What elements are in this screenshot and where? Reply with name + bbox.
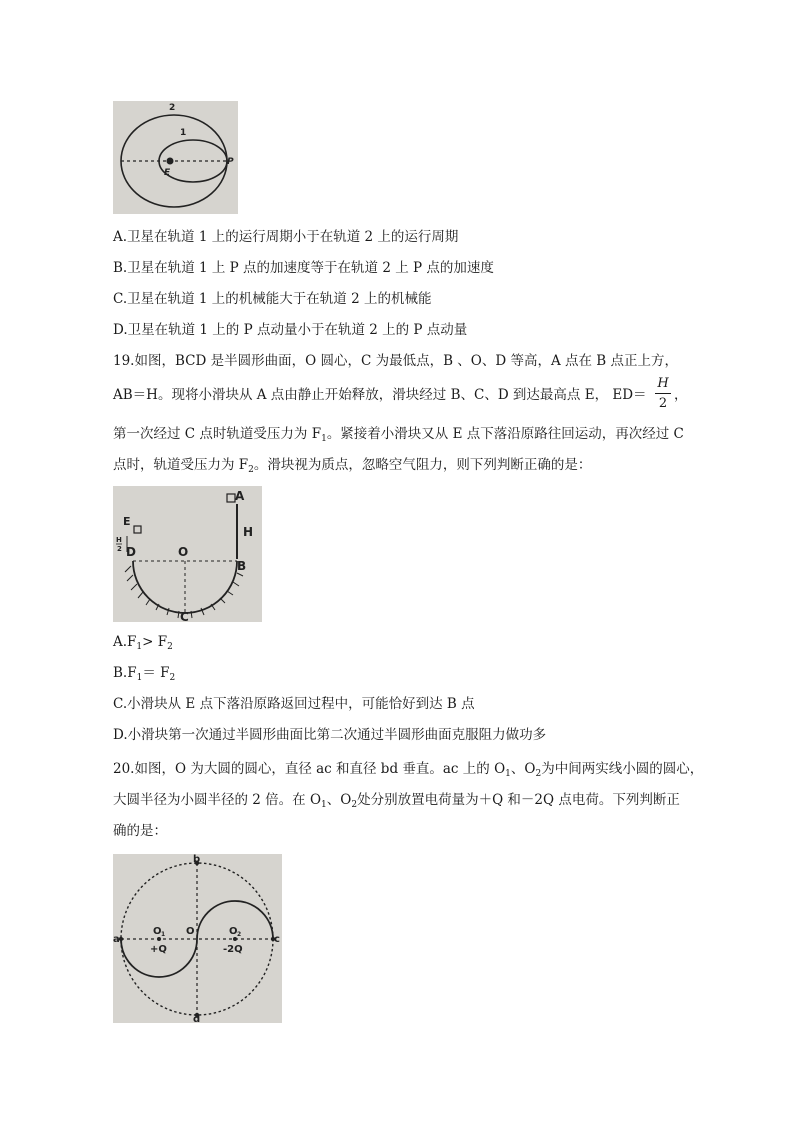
q19-stem-line2: AB＝H。现将小滑块从 A 点由静止开始释放，滑块经过 B、C、D 到达最高点 E， ED＝	[113, 387, 647, 403]
label-d: d	[193, 1014, 201, 1023]
q19-line2-end: ，	[674, 387, 688, 403]
label-a: a	[113, 934, 120, 945]
q19-option-c: C.小滑块从 E 点下落沿原路返回过程中，可能恰好到达 B 点	[113, 696, 475, 712]
q18-option-b: B.卫星在轨道 1 上 P 点的加速度等于在轨道 2 上 P 点的加速度	[113, 260, 494, 276]
label-two-small: 2	[117, 545, 122, 553]
label-e: E	[123, 515, 131, 528]
block-at-e	[134, 526, 141, 533]
q19-stem-line1: 19.如图，BCD 是半圆形曲面，O 圆心，C 为最低点，B 、O、D 等高，A 点在 B 点正上方，	[113, 353, 679, 369]
label-c: c	[274, 934, 280, 945]
label-plus-q: +Q	[150, 944, 167, 955]
label-d: D	[126, 545, 136, 559]
q20-stem-line1: 20.如图，O 为大圆的圆心，直径 ac 和直径 bd 垂直。ac 上的 $O_1$、$O_2$为中间两实线小圆的圆心，	[113, 761, 704, 779]
fraction-denominator: 2	[658, 396, 668, 411]
label-o2: O	[229, 926, 238, 937]
q18-option-c: C.卫星在轨道 1 上的机械能大于在轨道 2 上的机械能	[113, 291, 432, 307]
q18-option-a: A.卫星在轨道 1 上的运行周期小于在轨道 2 上的运行周期	[113, 229, 459, 245]
orbit-figure	[113, 101, 238, 214]
label-o1: O	[153, 926, 162, 937]
label-b: B	[237, 559, 247, 573]
q19-option-a: $A.F_1> F_2$	[113, 634, 173, 652]
label-o: O	[178, 545, 189, 559]
earth-dot	[167, 158, 174, 165]
fraction-numerator: H	[657, 376, 669, 391]
label-b: b	[193, 854, 201, 865]
q19-option-d: D.小滑块第一次通过半圆形曲面比第二次通过半圆形曲面克服阻力做功多	[113, 727, 547, 743]
label-orbit-1: 1	[180, 128, 187, 138]
q20-stem-line2: 大圆半径为小圆半径的 2 倍。在 $O_1$、$O_2$处分别放置电荷量为＋Q 和－2Q 点电荷。下列判断正	[113, 792, 680, 810]
q19-option-b: $B.F_1= F_2$	[113, 665, 176, 683]
fraction-bar	[655, 393, 671, 394]
charges-figure	[113, 854, 282, 1023]
q20-stem-line3: 确的是：	[113, 823, 167, 839]
block-at-a	[227, 494, 235, 502]
q19-stem-line3: 第一次经过 C 点时轨道受压力为 $F_1$。紧接着小滑块又从 E 点下落沿原路往回运动，再次经过 C	[113, 426, 684, 444]
label-e: E	[164, 168, 171, 178]
track-figure	[113, 486, 262, 622]
label-c: C	[180, 610, 189, 622]
label-o: O	[186, 926, 195, 937]
label-h: H	[243, 525, 254, 539]
label-a: A	[235, 489, 245, 503]
label-orbit-2: 2	[169, 103, 176, 113]
fraction-h-over-2	[655, 376, 671, 411]
label-h-small: H	[116, 536, 122, 544]
label-p: P	[227, 157, 234, 167]
label-minus-2q: -2Q	[223, 944, 243, 955]
label-o2-sub: 2	[237, 931, 242, 938]
q19-stem-line4: 点时，轨道受压力为 $F_2$。滑块视为质点，忽略空气阻力，则下列判断正确的是：	[113, 457, 592, 475]
q18-option-d: D.卫星在轨道 1 上的 P 点动量小于在轨道 2 上的 P 点动量	[113, 322, 468, 338]
label-o1-sub: 1	[161, 931, 166, 938]
